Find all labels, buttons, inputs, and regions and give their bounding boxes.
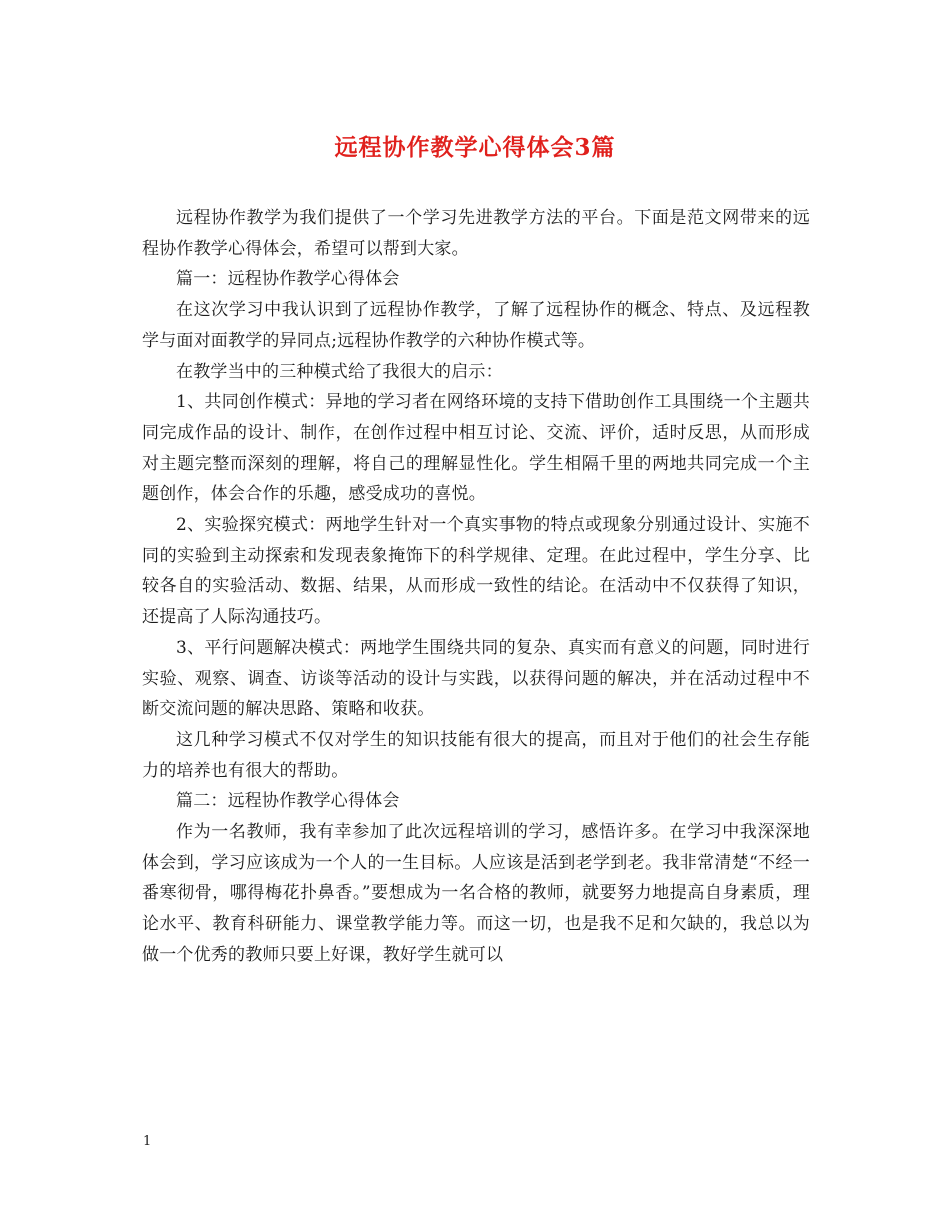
paragraph: 在教学当中的三种模式给了我很大的启示： (176, 361, 503, 382)
page-number: 1 (143, 1134, 152, 1149)
paragraph: 作为一名教师，我有幸参加了此次远程培训的学习，感悟许多。在学习中我深深地体会到，学习应该成为一个人的一生目标。人应该是活到老学到老。我非常清楚“不经一番寒彻骨，哪得梅花扑鼻香。”要想成为一名合格的教师，就要努力地提高自身素质，理论水平、教育科研能力、课堂教学能力等。而这一切，也是我不足和欠缺的，我总以为做一个优秀的教师只要上好课，教好学生就可以 (142, 822, 810, 965)
list-item-mode-3: 3、平行问题解决模式：两地学生围绕共同的复杂、真实而有意义的问题，同时进行实验、观察、调查、访谈等活动的设计与实践，以获得问题的解决，并在活动过程中不断交流问题的解决思路、策略和收获。 (142, 637, 810, 720)
paragraph-intro: 远程协作教学为我们提供了一个学习先进教学方法的平台。下面是范文网带来的远程协作教学心得体会，希望可以帮到大家。 (142, 208, 810, 259)
section-heading-2: 篇二：远程协作教学心得体会 (176, 791, 400, 812)
document-title: 远程协作教学心得体会3篇 (334, 134, 616, 161)
section-heading-1: 篇一：远程协作教学心得体会 (176, 269, 400, 290)
paragraph: 这几种学习模式不仅对学生的知识技能有很大的提高，而且对于他们的社会生存能力的培养也有很大的帮助。 (142, 729, 810, 781)
paragraph: 在这次学习中我认识到了远程协作教学，了解了远程协作的概念、特点、及远程教学与面对面教学的异同点;远程协作教学的六种协作模式等。 (142, 300, 810, 351)
list-item-mode-1: 1、共同创作模式：异地的学习者在网络环境的支持下借助创作工具围绕一个主题共同完成作品的设计、制作，在创作过程中相互讨论、交流、评价，适时反思，从而形成对主题完整而深刻的理解，将自己的理解显性化。学生相隔千里的两地共同完成一个主题创作，体会合作的乐趣，感受成功的喜悦。 (142, 392, 810, 505)
document-body (142, 203, 810, 971)
list-item-mode-2: 2、实验探究模式：两地学生针对一个真实事物的特点或现象分别通过设计、实施不同的实验到主动探索和发现表象掩饰下的科学规律、定理。在此过程中，学生分享、比较各自的实验活动、数据、结果，从而形成一致性的结论。在活动中不仅获得了知识，还提高了人际沟通技巧。 (142, 515, 810, 628)
